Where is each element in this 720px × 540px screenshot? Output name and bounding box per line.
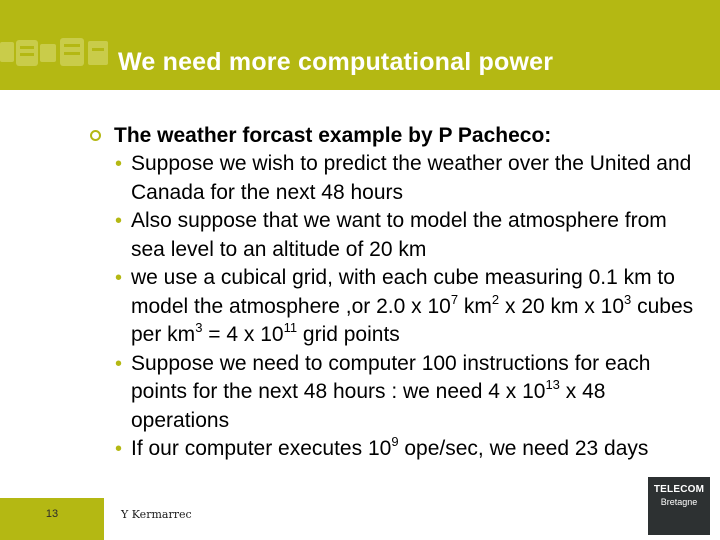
bullet-item: [86, 435, 696, 464]
slide-body: [86, 121, 696, 464]
slide-header-band: [0, 0, 720, 90]
bullet-text: Suppose we wish to predict the weather over the United and Canada for the next 48 hours: [131, 152, 692, 204]
exponent: 3: [624, 291, 632, 307]
bullet-text: x 48 operations: [131, 380, 606, 432]
bullet-dot-icon: •: [115, 352, 123, 375]
bullet-text: x 20 km x 10: [499, 294, 625, 318]
bullet-text: If our computer executes 10: [131, 437, 392, 460]
bullet-text: km: [458, 294, 492, 318]
heading-item: [86, 121, 696, 150]
bullet-dot-icon: •: [115, 153, 123, 175]
exponent: 11: [283, 320, 298, 335]
exponent: 3: [195, 320, 203, 335]
bullet-text: Also suppose that we want to model the atmosphere from sea level to an altitude of 20 km: [131, 209, 667, 261]
logo-line-2: Bretagne: [660, 497, 698, 507]
bullet-item: [86, 150, 696, 207]
bullet-dot-icon: •: [115, 438, 123, 460]
bullet-list: [86, 150, 696, 464]
bullet-item: [86, 207, 696, 264]
exponent: 2: [491, 291, 500, 307]
institution-logo-watermark: [0, 32, 115, 76]
hollow-circle-icon: [90, 130, 101, 141]
exponent: 9: [391, 434, 399, 449]
exponent: 7: [450, 291, 459, 307]
bullet-text: we use a cubical grid, with each cube measuring 0.1 km to model the atmosphere ,or 2.0 x 10: [131, 266, 675, 318]
exponent: 13: [545, 377, 560, 392]
footer-author: Y Kermarrec: [121, 508, 192, 521]
bullet-dot-icon: •: [115, 210, 123, 232]
bullet-dot-icon: •: [115, 267, 123, 289]
logo-line-1: TELECOM: [653, 484, 705, 495]
bullet-text: Suppose we need to computer 100 instructions for each points for the next 48 hours : we need 4 x 10: [131, 351, 651, 403]
page-number: 13: [45, 508, 59, 520]
bullet-text: ope/sec, we need 23 days: [398, 437, 649, 460]
bullet-text: grid points: [297, 323, 400, 346]
bullet-text: cubes per km: [131, 294, 694, 346]
bullet-item: [86, 264, 696, 350]
bullet-item: [86, 350, 696, 436]
slide-title: We need more computational power: [118, 48, 554, 76]
bullet-text: = 4 x 10: [202, 323, 284, 346]
heading-text: The weather forcast example by P Pacheco:: [114, 124, 552, 147]
telecom-bretagne-logo: [648, 477, 710, 535]
